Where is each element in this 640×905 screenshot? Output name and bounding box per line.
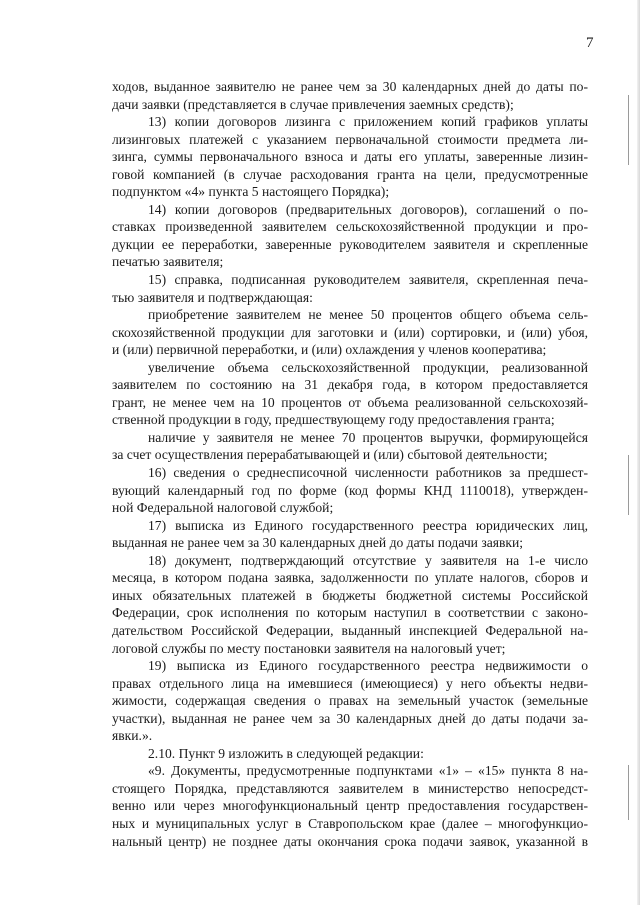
text-line: стоящего Порядка, представляются заявителем в министерство непосредст- <box>112 780 588 796</box>
text-line: заявителем по состоянию на 31 декабря года, в котором предоставляется <box>112 377 588 393</box>
text-line: логовой службы по месту постановки заявителя на налоговый учет; <box>112 640 506 656</box>
text-line: правах отдельного лица на имевшиеся (имеющиеся) у него объекты недви- <box>112 675 588 691</box>
text-line: 18) документ, подтверждающий отсутствие у заявителя на 1-е число <box>148 552 588 568</box>
text-line: приобретение заявителем не менее 50 процентов общего объема сель- <box>148 307 588 323</box>
scan-edge-mark <box>628 765 629 820</box>
text-line: грант, не менее чем на 10 процентов от объема реализованной сельскохозяй- <box>112 394 588 410</box>
text-line: дачи заявки (представляется в случае привлечения заемных средств); <box>112 96 514 112</box>
text-line: 19) выписка из Единого государственного реестра недвижимости о <box>148 658 588 674</box>
text-line: Федерации, срок исполнения по которым наступил в соответствии с законо- <box>112 605 588 621</box>
text-line: участки), выданная не ранее чем за 30 календарных дней до даты подачи за- <box>112 710 588 726</box>
text-line: ных и муниципальных услуг в Ставропольском крае (далее – многофункцио- <box>112 815 588 831</box>
text-line: за счет осуществления перерабатывающей и (или) сбытовой деятельности; <box>112 447 548 463</box>
text-line: ственной продукции в году, предшествующему году предоставления гранта; <box>112 412 555 428</box>
text-line: увеличение объема сельскохозяйственной продукции, реализованной <box>148 359 588 375</box>
text-line: иных обязательных платежей в бюджеты бюджетной системы Российской <box>112 587 588 603</box>
text-line: дательством Российской Федерации, выданный инспекцией Федеральной на- <box>112 622 588 638</box>
text-line: 17) выписка из Единого государственного реестра юридических лиц, <box>148 517 588 533</box>
text-line: выданная не ранее чем за 30 календарных дней до даты подачи заявки; <box>112 535 524 551</box>
document-body <box>112 78 588 850</box>
text-line: скохозяйственной продукции для заготовки и (или) сортировки, и (или) убоя, <box>112 324 588 340</box>
text-line: вующий календарный год по форме (код формы КНД 1110018), утвержден- <box>112 482 588 498</box>
text-line: ной Федеральной налоговой службой; <box>112 500 334 516</box>
text-line: «9. Документы, предусмотренные подпунктами «1» – «15» пункта 8 на- <box>148 763 588 779</box>
text-line: 2.10. Пункт 9 изложить в следующей редакции: <box>148 745 424 761</box>
text-line: зинга, суммы первоначального взноса и даты его уплаты, заверенные лизин- <box>112 149 588 165</box>
text-line: венно или через многофункциональный центр предоставления государствен- <box>112 798 588 814</box>
text-line: говой компанией (в случае расходования гранта на цели, предусмотренные <box>112 166 588 182</box>
text-line: и (или) первичной переработки, и (или) охлаждения у членов кооператива; <box>112 342 547 358</box>
text-line: месяца, в котором подана заявка, задолженности по уплате налогов, сборов и <box>112 570 588 586</box>
text-line: ставках произведенной заявителем сельскохозяйственной продукции и про- <box>112 219 588 235</box>
text-line: 14) копии договоров (предварительных договоров), соглашений о по- <box>148 201 588 217</box>
text-line: дукции ее переработки, заверенные руководителем заявителя и скрепленные <box>112 236 588 252</box>
text-line: явки.». <box>112 728 153 744</box>
text-line: лизинговых платежей с указанием первоначальной стоимости предмета ли- <box>112 131 588 147</box>
page-number: 7 <box>586 35 594 51</box>
text-line: 13) копии договоров лизинга с приложением копий графиков уплаты <box>148 114 588 130</box>
text-line: 15) справка, подписанная руководителем заявителя, скрепленная печа- <box>148 272 588 288</box>
text-line: наличие у заявителя не менее 70 процентов выручки, формирующейся <box>148 429 588 445</box>
text-line: жимости, содержащая сведения о правах на земельный участок (земельные <box>112 693 588 709</box>
text-line: печатью заявителя; <box>112 254 224 270</box>
text-line: 16) сведения о среднесписочной численности работников за предшест- <box>148 465 588 481</box>
text-line: нальный центр) не позднее даты окончания срока подачи заявок, указанной в <box>112 833 588 849</box>
text-line: тью заявителя и подтверждающая: <box>112 289 313 305</box>
text-line: подпунктом «4» пункта 5 настоящего Порядка); <box>112 184 390 200</box>
scan-edge-mark <box>628 455 629 515</box>
text-line: ходов, выданное заявителю не ранее чем за 30 календарных дней до даты по- <box>112 79 588 94</box>
scan-edge-mark <box>628 95 629 165</box>
